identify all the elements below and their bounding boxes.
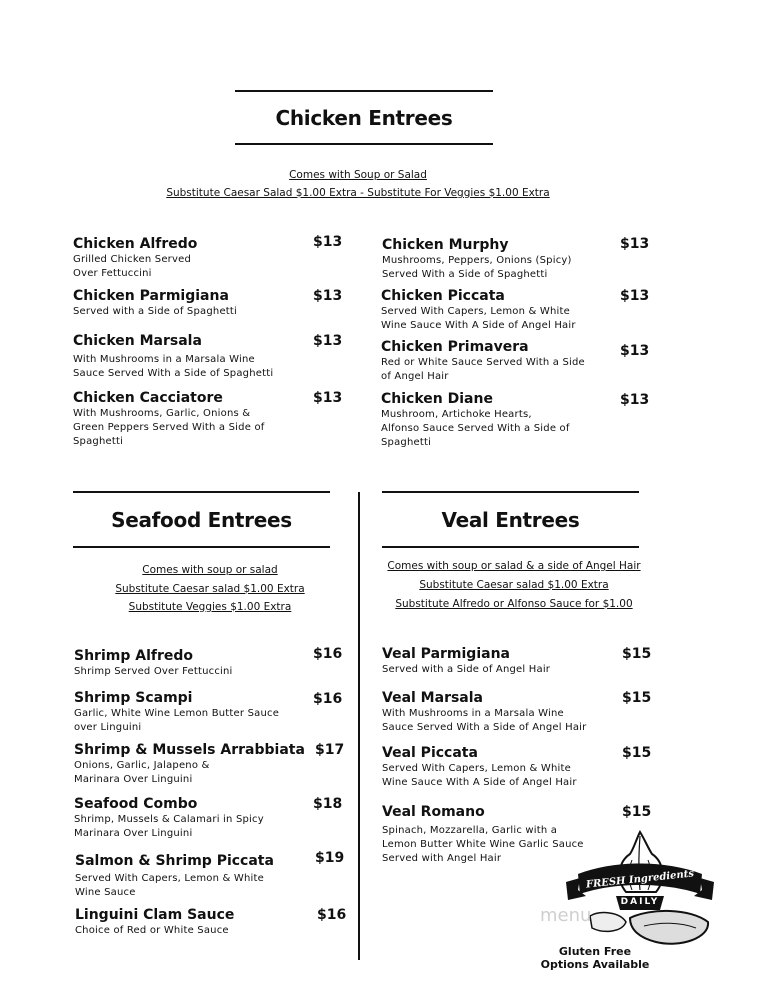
item-desc: Choice of Red or White Sauce — [75, 925, 229, 936]
badge-banner-top-text: FRESH Ingredients — [585, 868, 695, 891]
item-name: Veal Marsala — [382, 690, 483, 706]
item-name: Shrimp & Mussels Arrabbiata — [74, 742, 305, 758]
menu-item-veal-piccata — [382, 745, 622, 790]
item-desc: Mushrooms, Peppers, Onions (Spicy) Served With a Side of Spaghetti — [382, 255, 572, 280]
badge-banner-bottom-text: DAILY — [620, 897, 660, 907]
price-veal-piccata: $15 — [622, 745, 652, 761]
price-chicken-alfredo: $13 — [313, 234, 343, 250]
menu-item-veal-parmigiana — [382, 646, 617, 677]
item-name: Veal Piccata — [382, 745, 478, 761]
item-desc: Served with a Side of Angel Hair — [382, 664, 551, 675]
menu-item-salmon-shrimp-piccata — [75, 853, 315, 900]
price-shrimp-scampi: $16 — [313, 691, 343, 707]
price-seafood-combo: $18 — [313, 796, 343, 812]
item-desc: Onions, Garlic, Jalapeno & Marinara Over Linguini — [74, 760, 210, 785]
menu-item-shrimp-scampi — [74, 690, 314, 735]
price-chicken-murphy: $13 — [620, 236, 650, 252]
seafood-note-soup-salad: Comes with soup or salad — [142, 564, 278, 576]
chicken-section-title: Chicken Entrees — [275, 106, 453, 130]
item-name: Shrimp Scampi — [74, 690, 193, 706]
item-desc: Served With Capers, Lemon & White Wine Sauce With A Side of Angel Hair — [381, 306, 576, 331]
seafood-section-title: Seafood Entrees — [111, 508, 292, 532]
item-name: Chicken Cacciatore — [73, 390, 223, 406]
item-name: Chicken Primavera — [381, 339, 529, 355]
price-veal-romano: $15 — [622, 804, 652, 820]
price-chicken-parmigiana: $13 — [313, 288, 343, 304]
item-name: Chicken Alfredo — [73, 236, 198, 252]
veal-note-soup-salad: Comes with soup or salad & a side of Angel Hair — [387, 560, 641, 572]
item-desc: Served With Capers, Lemon & White Wine Sauce — [75, 873, 264, 898]
seafood-title-rule-top — [73, 491, 330, 493]
price-chicken-piccata: $13 — [620, 288, 650, 304]
fresh-ingredients-badge — [560, 830, 720, 950]
item-desc: With Mushrooms in a Marsala Wine Sauce Served With a Side of Spaghetti — [73, 354, 274, 379]
price-chicken-marsala: $13 — [313, 333, 343, 349]
item-name: Salmon & Shrimp Piccata — [75, 853, 274, 869]
item-name: Chicken Parmigiana — [73, 288, 229, 304]
menu-item-chicken-parmigiana — [73, 288, 303, 319]
chicken-note-substitute: Substitute Caesar Salad $1.00 Extra - Substitute For Veggies $1.00 Extra — [166, 187, 550, 199]
price-linguini-clam-sauce: $16 — [317, 907, 347, 923]
menupages-watermark: menu — [540, 905, 592, 926]
item-desc: Served with a Side of Spaghetti — [73, 306, 238, 317]
item-desc: Garlic, White Wine Lemon Butter Sauce over Linguini — [74, 708, 280, 733]
item-desc: Red or White Sauce Served With a Side of Angel Hair — [381, 357, 585, 382]
menu-item-linguini-clam-sauce — [75, 907, 315, 938]
gluten-free-line2: Options Available — [540, 958, 650, 971]
menu-item-chicken-piccata — [381, 288, 616, 333]
menu-item-chicken-cacciatore — [73, 390, 313, 449]
menu-item-veal-marsala — [382, 690, 622, 735]
price-chicken-diane: $13 — [620, 392, 650, 408]
veal-section-title: Veal Entrees — [441, 508, 580, 532]
item-name: Chicken Marsala — [73, 333, 202, 349]
menu-item-chicken-murphy — [382, 237, 612, 282]
item-name: Chicken Murphy — [382, 237, 509, 253]
chicken-title-rule-bottom — [235, 143, 493, 145]
menu-item-chicken-marsala — [73, 333, 313, 381]
item-name: Chicken Piccata — [381, 288, 505, 304]
veal-title-rule-bottom — [382, 546, 639, 548]
item-name: Linguini Clam Sauce — [75, 907, 235, 923]
item-desc: Grilled Chicken Served Over Fettuccini — [73, 254, 192, 279]
chicken-note-soup-salad: Comes with Soup or Salad — [289, 169, 427, 181]
item-name: Veal Romano — [382, 804, 485, 820]
price-chicken-primavera: $13 — [620, 343, 650, 359]
item-name: Chicken Diane — [381, 391, 493, 407]
seafood-note-caesar: Substitute Caesar salad $1.00 Extra — [115, 583, 305, 595]
seafood-title-rule-bottom — [73, 546, 330, 548]
price-chicken-cacciatore: $13 — [313, 390, 343, 406]
item-desc: With Mushrooms in a Marsala Wine Sauce Served With a Side of Angel Hair — [382, 708, 587, 733]
item-name: Seafood Combo — [74, 796, 198, 812]
gluten-free-line1: Gluten Free — [558, 945, 632, 958]
menu-item-shrimp-alfredo — [74, 648, 314, 679]
menu-item-chicken-primavera — [381, 339, 616, 384]
item-desc: With Mushrooms, Garlic, Onions & Green Peppers Served With a Side of Spaghetti — [73, 408, 265, 447]
price-shrimp-alfredo: $16 — [313, 646, 343, 662]
veal-title-rule-top — [382, 491, 639, 493]
price-salmon-shrimp-piccata: $19 — [315, 850, 345, 866]
item-name: Shrimp Alfredo — [74, 648, 193, 664]
menu-item-seafood-combo — [74, 796, 314, 841]
price-veal-parmigiana: $15 — [622, 646, 652, 662]
menu-item-chicken-diane — [381, 391, 616, 450]
seafood-note-veggies: Substitute Veggies $1.00 Extra — [128, 601, 292, 613]
chicken-title-rule-top — [235, 90, 493, 92]
item-desc: Served With Capers, Lemon & White Wine Sauce With A Side of Angel Hair — [382, 763, 577, 788]
menu-item-chicken-alfredo — [73, 236, 303, 281]
veal-note-caesar: Substitute Caesar salad $1.00 Extra — [419, 579, 609, 591]
item-desc: Spinach, Mozzarella, Garlic with a Lemon Butter White Wine Garlic Sauce Served with Angel Hair — [382, 825, 584, 864]
price-shrimp-mussels-arrabbiata: $17 — [315, 742, 345, 758]
veal-note-alfredo-alfonso: Substitute Alfredo or Alfonso Sauce for $1.00 — [395, 598, 633, 610]
item-desc: Mushroom, Artichoke Hearts, Alfonso Sauce Served With a Side of Spaghetti — [381, 409, 570, 448]
price-veal-marsala: $15 — [622, 690, 652, 706]
menu-item-shrimp-mussels-arrabbiata — [74, 742, 314, 787]
item-name: Veal Parmigiana — [382, 646, 510, 662]
column-divider — [358, 492, 360, 960]
item-desc: Shrimp Served Over Fettuccini — [74, 666, 233, 677]
item-desc: Shrimp, Mussels & Calamari in Spicy Marinara Over Linguini — [74, 814, 264, 839]
